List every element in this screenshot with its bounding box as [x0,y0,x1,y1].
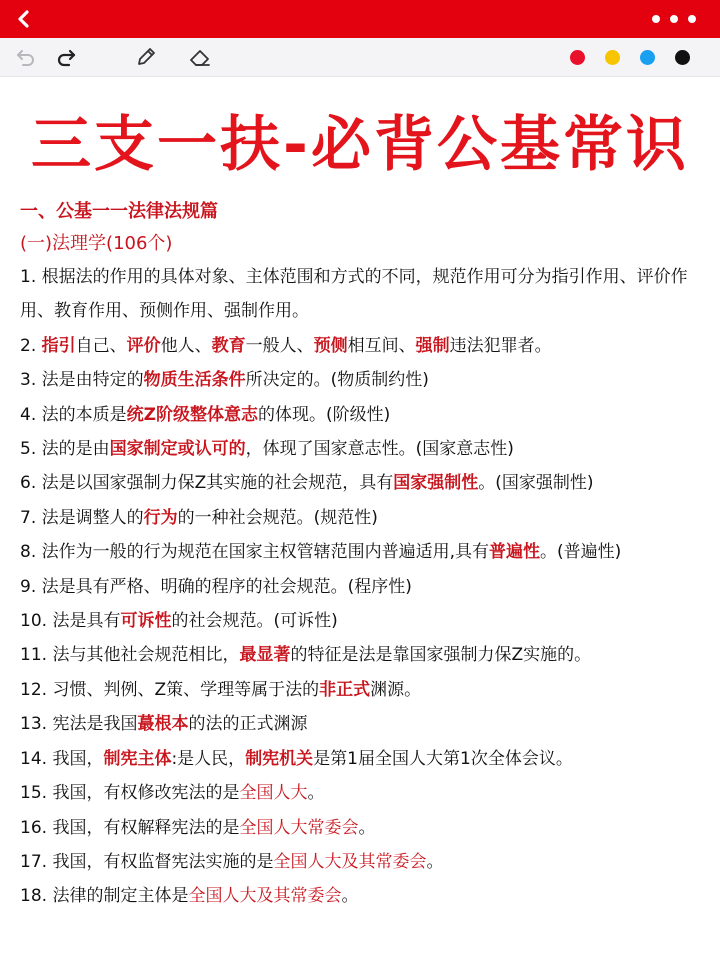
pencil-icon [134,45,158,69]
list-item [20,398,710,432]
item-text: 所决定的。(物质制约性) [245,370,429,391]
highlight-term: 物质生活条件 [143,370,246,391]
item-text: ，体现了国家意志性。(国家意志性) [245,439,514,460]
highlight-term: 普遍性 [489,542,541,563]
highlight-term: 统Z阶级整体意志 [126,404,258,425]
undo-button[interactable] [12,44,40,70]
highlight-term: 制宪机关 [245,748,314,769]
list-item [20,604,710,638]
item-text: 。 [307,783,325,804]
item-text: 7. 法是调整人的 [20,507,144,528]
item-text: 的法的正式渊源 [188,714,308,735]
knowledge-list [20,260,710,914]
list-item [20,466,710,500]
item-text: 的体现。(阶级性) [257,404,391,425]
item-text: 。(普遍性) [540,542,622,563]
list-item [20,811,710,845]
redo-icon [55,47,77,67]
item-text: 15. 我国，有权修改宪法的是 [20,783,240,804]
item-text: 渊源。 [370,679,422,700]
item-text: 自己、 [75,335,127,356]
item-text: 14. 我国， [20,748,104,769]
highlight-term: 最显著 [239,645,291,666]
list-item [20,535,710,569]
item-text: 。 [426,851,444,872]
highlight-term: 全国人大及其常委会 [188,886,342,907]
highlight-term: 国家强制性 [393,473,479,494]
item-text: 5. 法的是由 [20,439,110,460]
list-item [20,845,710,879]
item-text: 的社会规范。(可诉性) [171,611,338,632]
list-item [20,638,710,672]
highlight-term: 预侧 [313,335,348,356]
eraser-icon [187,45,213,69]
highlight-term: 蕞根本 [137,714,189,735]
list-item [20,879,710,913]
back-button[interactable] [10,5,38,33]
item-text: 的一种社会规范。(规范性) [177,507,378,528]
more-dot [688,15,696,23]
item-text: 18. 法律的制定主体是 [20,886,189,907]
item-text: 9. 法是具有严格、明确的程序的社会规范。(程序性) [20,576,412,597]
list-item [20,570,710,604]
item-text: 16. 我国，有权解释宪法的是 [20,817,240,838]
undo-icon [15,47,37,67]
item-text: 3. 法是由特定的 [20,370,144,391]
item-text: 11. 法与其他社会规范相比， [20,645,240,666]
item-text: :是人民， [171,748,246,769]
color-black-swatch[interactable] [675,50,690,65]
subsection-heading: (一)法理学(106个) [20,233,173,254]
highlight-term: 评价 [126,335,161,356]
item-text: 。(国家强制性) [478,473,594,494]
highlight-term: 行为 [143,507,178,528]
item-text: 相互间、 [347,335,416,356]
item-text: 8. 法作为一般的行为规范在国家主权管辖范围内普遍适用,具有 [20,542,490,563]
item-text: 是第1届全国人大第1次全体会议。 [313,748,573,769]
list-item [20,260,710,329]
item-text: 。 [358,817,376,838]
page-title: 三支一扶-必背公基常识 [31,110,689,180]
highlight-term: 国家制定或认可的 [109,439,246,460]
more-button[interactable] [652,10,696,28]
item-text: 10. 法是具有 [20,611,121,632]
list-item [20,329,710,363]
item-text: 6. 法是以国家强制力保Z其实施的社会规范，具有 [20,473,394,494]
highlight-term: 教育 [211,335,246,356]
item-text: 他人、 [160,335,212,356]
more-dot [670,15,678,23]
item-text: 1. 根据法的作用的具体对象、主体范围和方式的不同，规范作用可分为指引作用、评价作用、教育作用、预侧作用、强制作用。 [20,267,688,322]
list-item [20,363,710,397]
color-blue-swatch[interactable] [640,50,655,65]
highlight-term: 制宪主体 [103,748,172,769]
highlight-term: 全国人大常委会 [239,817,359,838]
list-item [20,501,710,535]
list-item [20,742,710,776]
highlight-term: 强制 [415,335,450,356]
item-text: 违法犯罪者。 [449,335,552,356]
redo-button[interactable] [52,44,80,70]
item-text: 4. 法的本质是 [20,404,127,425]
item-text: 2. [20,335,42,356]
item-text: 。 [341,886,359,907]
color-yellow-swatch[interactable] [605,50,620,65]
item-text: 17. 我国，有权监督宪法实施的是 [20,851,274,872]
highlight-term: 全国人大及其常委会 [273,851,427,872]
list-item [20,432,710,466]
highlight-term: 可诉性 [120,611,172,632]
item-text: 一般人、 [245,335,314,356]
edit-toolbar [0,38,720,77]
more-dots-icon [652,15,660,23]
item-text: 12. 习惯、判例、Z策、学理等属于法的 [20,679,320,700]
list-item [20,673,710,707]
color-red-swatch[interactable] [570,50,585,65]
item-text: 13. 宪法是我国 [20,714,138,735]
pen-button[interactable] [132,44,160,70]
chevron-left-icon [14,9,34,29]
eraser-button[interactable] [186,44,214,70]
item-text: 的特征是法是靠国家强制力保Z实施的。 [290,645,592,666]
highlight-term: 全国人大 [239,783,308,804]
top-bar [0,0,720,38]
highlight-term: 指引 [41,335,76,356]
section-heading: 一、公基一一法律法规篇 [20,201,218,222]
list-item [20,776,710,810]
list-item [20,707,710,741]
highlight-term: 非正式 [319,679,371,700]
notes-content [20,196,710,914]
